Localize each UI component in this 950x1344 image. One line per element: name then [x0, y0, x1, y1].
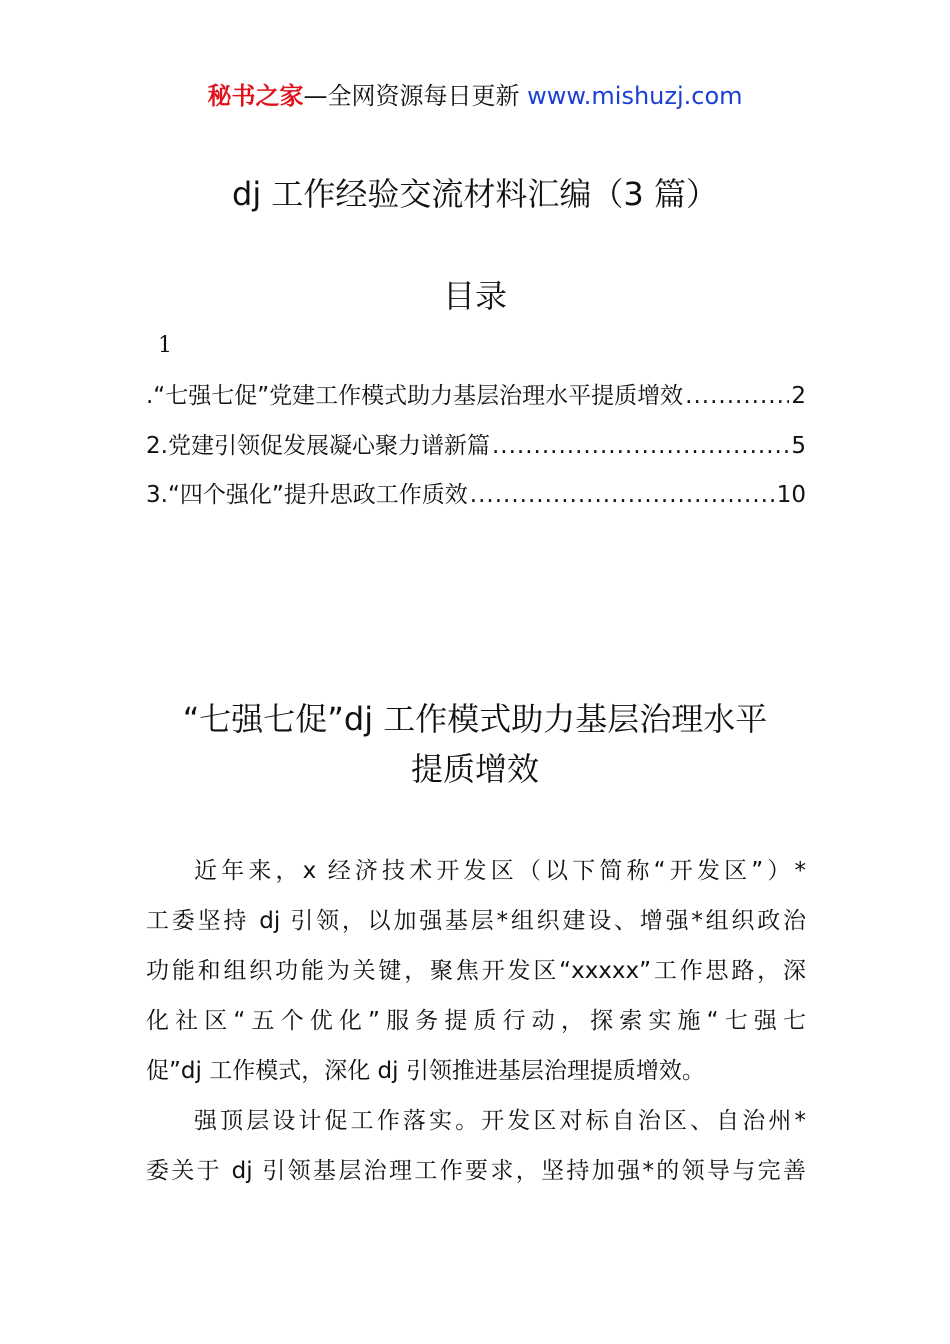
site-tagline: —全网资源每日更新 — [303, 82, 520, 110]
paragraph-line: 化社区“五个优化”服务提质行动，探索实施“七强七 — [146, 1008, 806, 1034]
paragraph-line: 近年来，x 经济技术开发区（以下简称“开发区”）* — [194, 858, 806, 884]
toc-entry-title: 3.“四个强化”提升思政工作质效 — [146, 482, 468, 508]
toc-entry-page: 5 — [791, 432, 806, 459]
toc-leader-dots — [685, 376, 789, 416]
toc-entry-title: .“七强七促”党建工作模式助力基层治理水平提质增效 — [146, 383, 684, 409]
toc-entry-page: 10 — [776, 482, 806, 508]
table-of-contents — [146, 376, 806, 525]
toc-entry[interactable] — [146, 475, 806, 525]
paragraph-line: 委关于 dj 引领基层治理工作要求，坚持加强*的领导与完善 — [146, 1158, 806, 1184]
article-title-line: 提质增效 — [410, 750, 539, 788]
paragraph-line: 促”dj 工作模式，深化 dj 引领推进基层治理提质增效。 — [146, 1058, 705, 1084]
document-title: dj 工作经验交流材料汇编（3 篇） — [232, 175, 718, 213]
site-header — [0, 80, 950, 112]
toc-entry[interactable] — [146, 376, 806, 426]
paragraph-line: 强顶层设计促工作落实。开发区对标自治区、自治州* — [194, 1108, 806, 1134]
paragraph-line: 功能和组织功能为关键，聚焦开发区“xxxxx”工作思路，深 — [146, 958, 806, 984]
toc-entry-title: 2.党建引领促发展凝心聚力谱新篇 — [146, 432, 490, 459]
toc-leader-dots — [470, 475, 775, 515]
site-brand: 秘书之家 — [207, 82, 304, 110]
article-body — [146, 846, 806, 1196]
article-title-line: “七强七促”dj 工作模式助力基层治理水平 — [182, 700, 768, 738]
site-url-link[interactable]: www.mishuzj.com — [527, 82, 743, 110]
toc-heading: 目录 — [442, 277, 507, 315]
toc-stray-number: 1 — [158, 333, 172, 358]
paragraph-line: 工委坚持 dj 引领，以加强基层*组织建设、增强*组织政治 — [146, 908, 806, 934]
toc-leader-dots — [492, 426, 789, 466]
toc-entry[interactable] — [146, 426, 806, 476]
toc-entry-page: 2 — [791, 383, 806, 409]
article-title — [120, 694, 830, 794]
